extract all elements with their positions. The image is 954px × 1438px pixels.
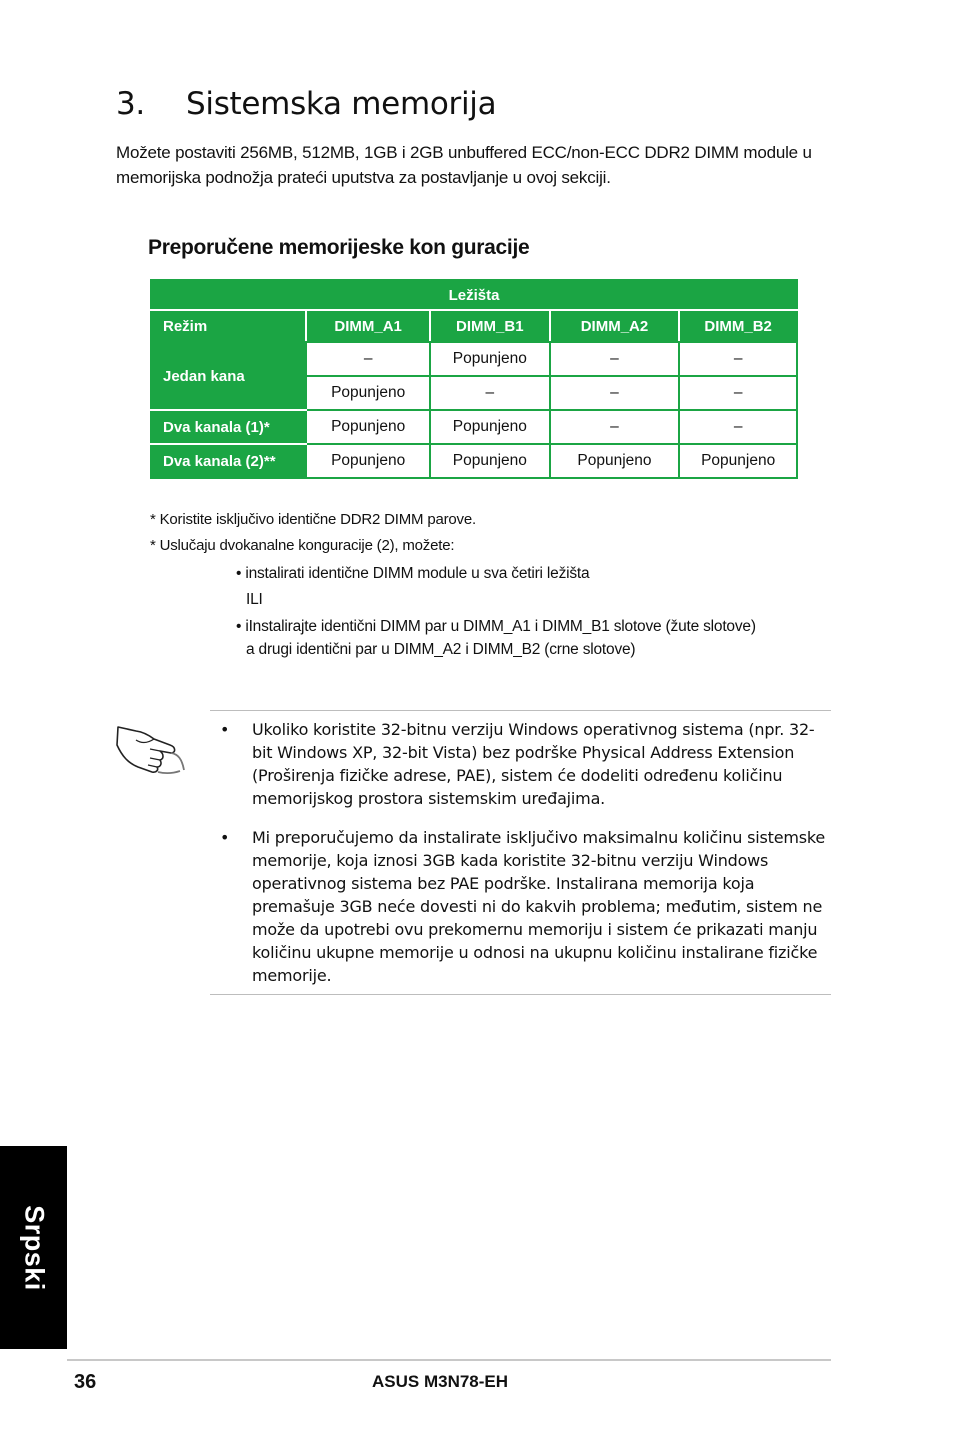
table-cell: Popunjeno (306, 410, 430, 444)
intro-paragraph: Možete postaviti 256MB, 512MB, 1GB i 2GB unbuffered ECC/non-ECC DDR2 DIMM module u memorijska podnožja prateći uputstva za postavljanje u ovoj sekciji. (116, 143, 812, 187)
row-label: Dva kanala (2)** (151, 444, 306, 478)
note-bottom-divider (210, 994, 831, 995)
table-cell: – (550, 342, 680, 376)
note-box (220, 718, 832, 1003)
footnotes (150, 510, 476, 562)
table-cell: – (679, 376, 797, 410)
column-header: DIMM_A1 (306, 310, 430, 342)
table-cell: – (679, 410, 797, 444)
table-cell: – (550, 376, 680, 410)
language-label: Srpski (19, 1204, 49, 1291)
row-label: Jedan kana (151, 342, 306, 410)
section-number: 3. (116, 86, 145, 122)
table-row (151, 410, 797, 444)
table-cell: Popunjeno (550, 444, 680, 478)
table-cell: Popunjeno (306, 444, 430, 478)
table-cell: Popunjeno (430, 342, 550, 376)
table-cell: Popunjeno (430, 444, 550, 478)
page-number: 36 (74, 1371, 97, 1393)
note-item (220, 826, 832, 987)
subsection-title: Preporučene memorijeske kon guracije (148, 236, 530, 259)
section-title (116, 86, 496, 122)
product-name: ASUS M3N78-EH (372, 1372, 509, 1391)
table-cell: – (550, 410, 680, 444)
row-label: Dva kanala (1)* (151, 410, 306, 444)
bullet: • (220, 828, 230, 847)
slots-header: Ležišta (151, 280, 797, 310)
footnote-bullet-2-line-2: a drugi identični par u DIMM_A2 i DIMM_B2 (crne slotove) (246, 641, 636, 658)
note-top-divider (210, 710, 831, 711)
table-cell: – (306, 342, 430, 376)
table-cell: Popunjeno (679, 444, 797, 478)
table-cell: – (430, 376, 550, 410)
bullet: • (220, 720, 230, 739)
note-text: Ukoliko koristite 32-bitnu verziju Windows operativnog sistema (npr. 32-bit Windows XP, 32-bit Vista) bez podrške Physical Address Extension (Proširenja fizičke adrese, PAE), sistem će dodeliti određenu količinu memorijskog prostora sistemskim uređajima. (252, 720, 815, 808)
footnote-bullet-1: • instalirati identične DIMM module u sva četiri ležišta (236, 565, 590, 582)
section-title-text: Sistemska memorija (186, 86, 497, 122)
note-text: Mi preporučujemo da instalirate isključivo maksimalnu količinu sistemske memorije, koja iznosi 3GB kada koristite 32-bitnu verziju Windows operativnog sistema bez PAE podrške. Instalirana memorija koja premašuje 3GB neće dovesti ni do kakvih problema; međutim, sistem ne može da upotrebi ovu prekomernu memoriju i sistem će prikazati manju količinu ukupne memorije u odnosi na ukupnu količinu instalirane fizičke memorije. (252, 828, 826, 985)
footnote-2: * Uslučaju dvokanalne konguracije (2), možete: (150, 537, 455, 554)
table-slots-row (151, 280, 797, 310)
column-header: DIMM_B1 (430, 310, 550, 342)
language-side-tab (0, 1146, 67, 1349)
hand-note-icon (114, 718, 188, 776)
footnote-or: ILI (246, 591, 263, 608)
memory-config-table (150, 279, 798, 479)
footer-divider (67, 1359, 831, 1361)
table-cell: Popunjeno (430, 410, 550, 444)
table-header-row (151, 310, 797, 342)
footnote-1: * Koristite isključivo identične DDR2 DIMM parove. (150, 511, 476, 528)
table-row (151, 342, 797, 376)
table-row (151, 444, 797, 478)
column-header: DIMM_A2 (550, 310, 680, 342)
table-cell: – (679, 342, 797, 376)
footnote-bullet-2-line-1: • iInstalirajte identični DIMM par u DIMM_A1 i DIMM_B1 slotove (žute slotove) (236, 618, 756, 635)
note-item (220, 718, 832, 810)
column-header: DIMM_B2 (679, 310, 797, 342)
table-cell: Popunjeno (306, 376, 430, 410)
mode-header: Režim (151, 310, 306, 342)
